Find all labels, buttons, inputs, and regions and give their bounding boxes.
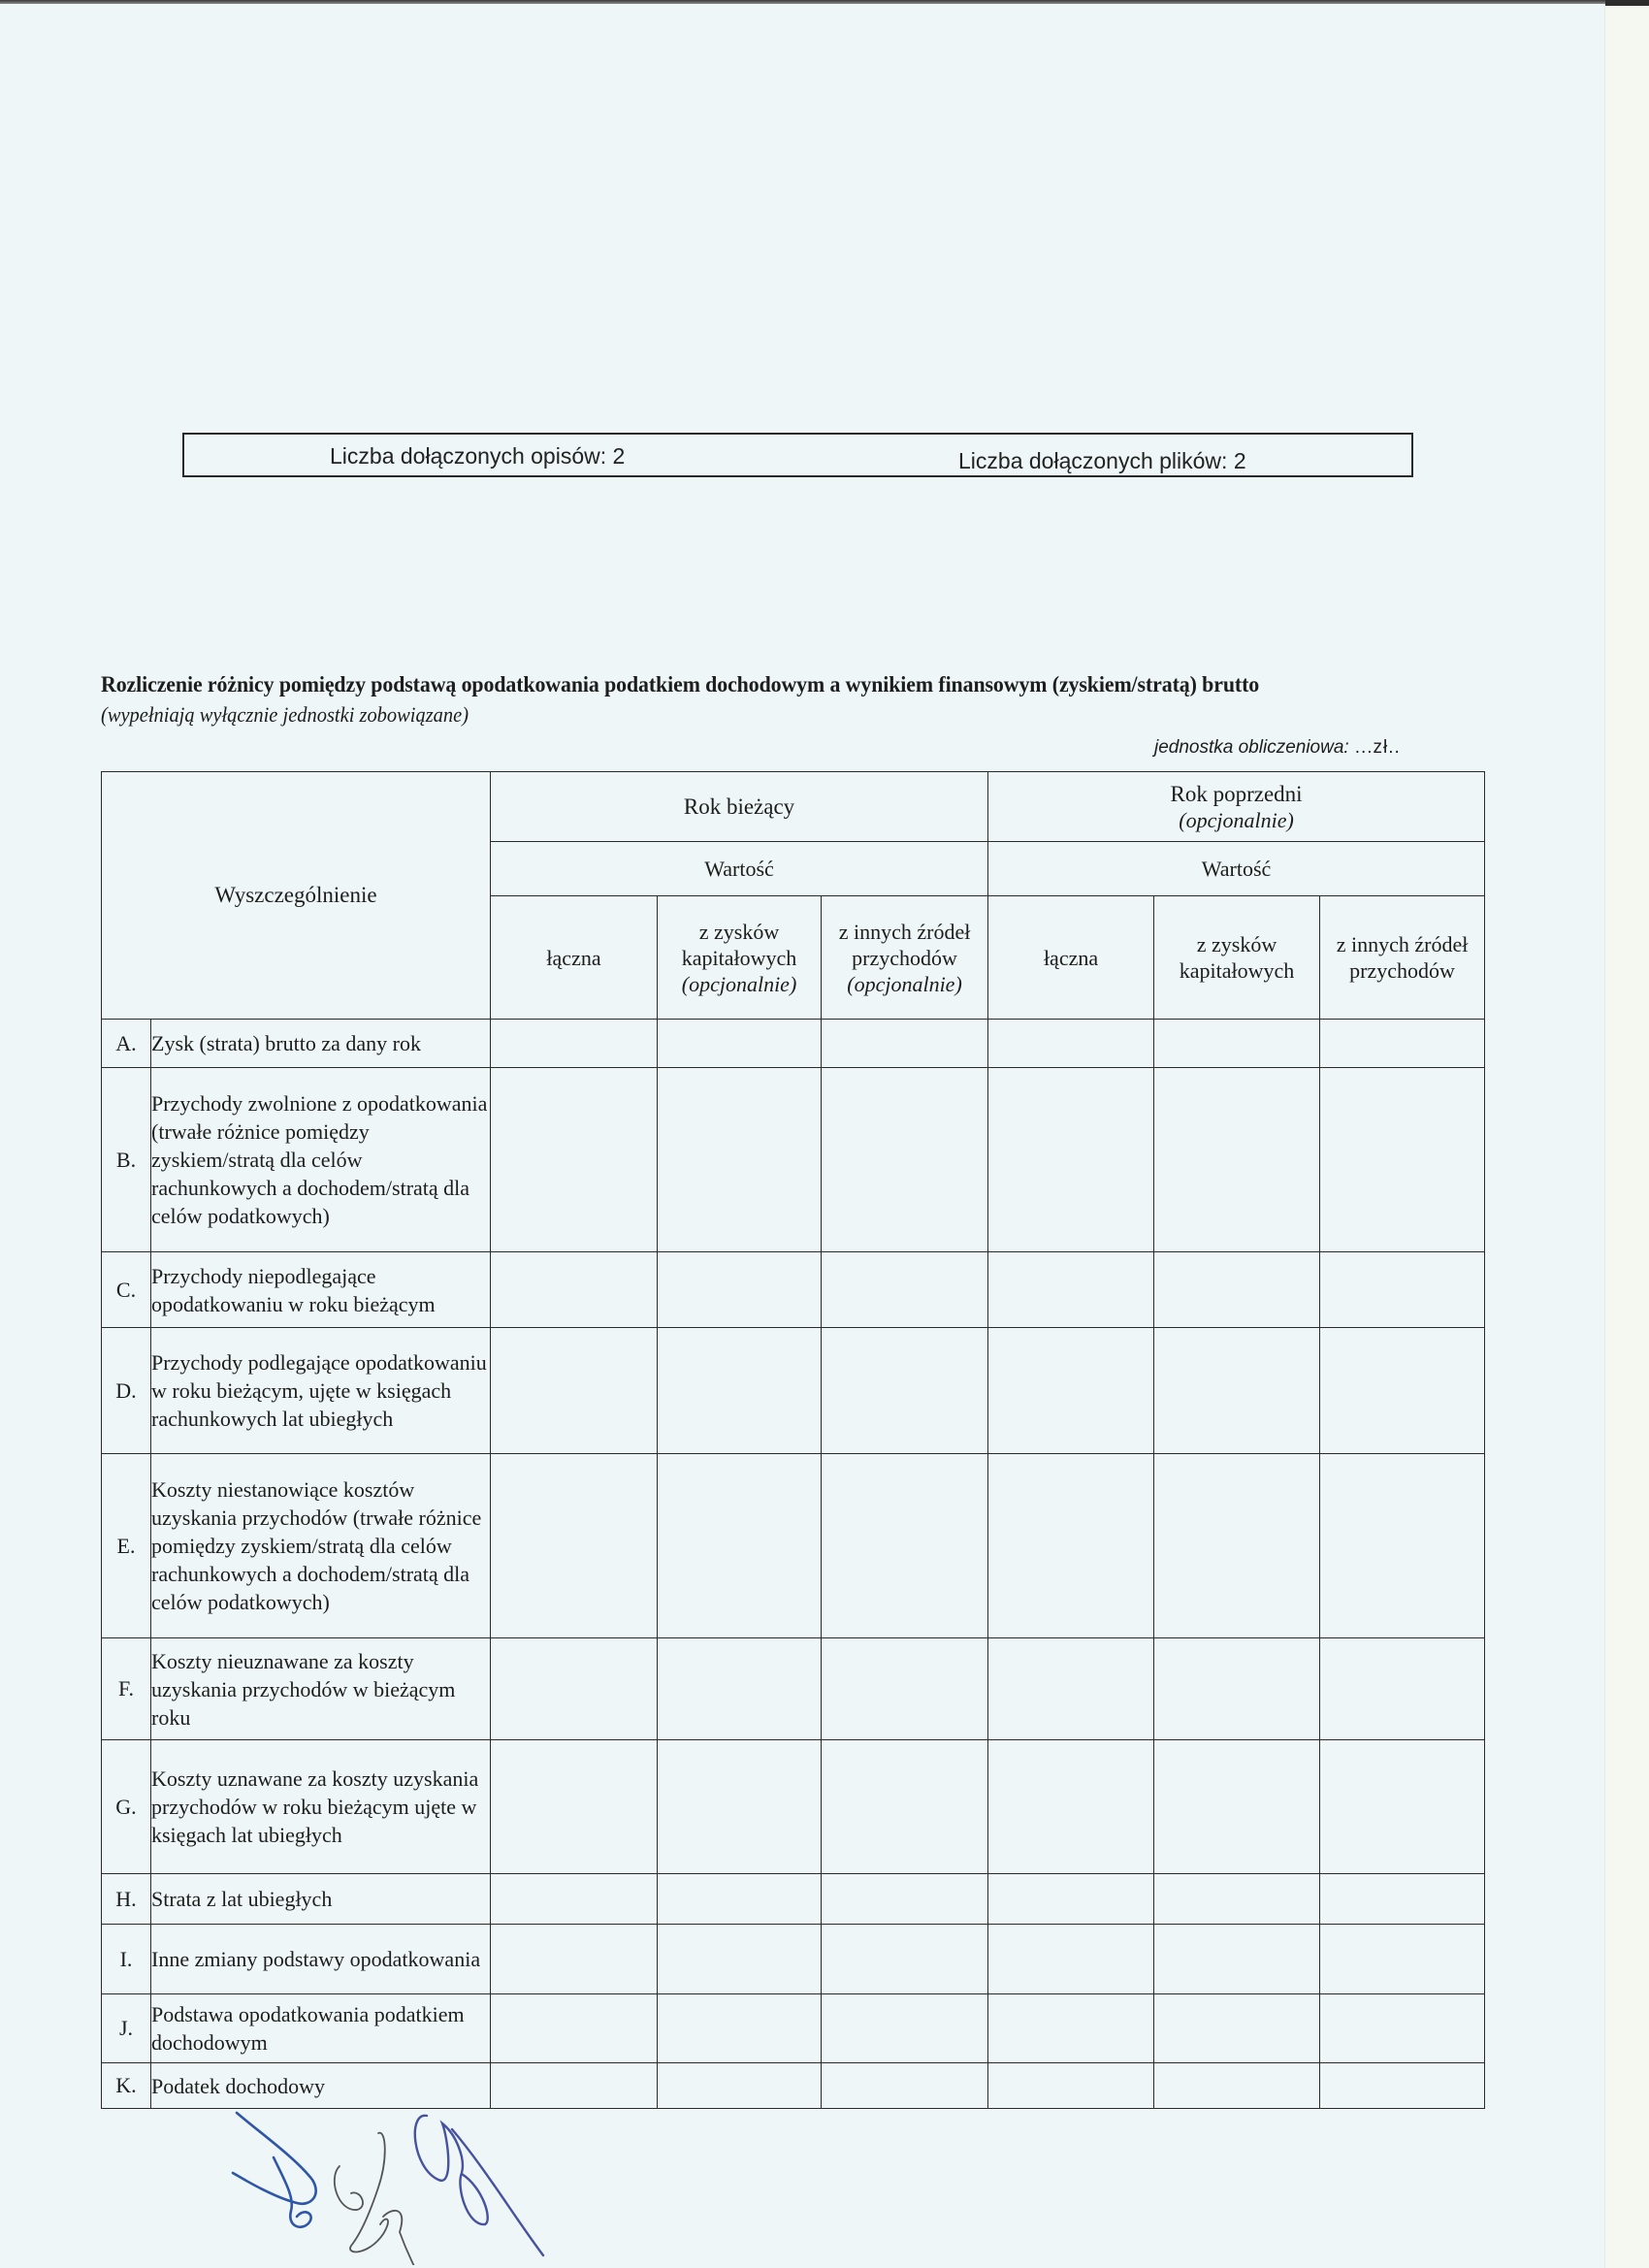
attached-files-count: Liczba dołączonych plików: 2	[958, 448, 1246, 473]
value-cell-current-total[interactable]	[491, 1994, 658, 2063]
unit-value: ...zł..	[1354, 737, 1401, 758]
value-cell-current-capital[interactable]	[658, 1925, 822, 1994]
row-description: Koszty nieuznawane za koszty uzyskania przychodów w bieżącym roku	[151, 1638, 491, 1740]
value-cell-current-other[interactable]	[822, 1020, 988, 1068]
calculation-unit	[1154, 737, 1401, 759]
row-letter: A.	[102, 1020, 151, 1068]
value-cell-current-total[interactable]	[491, 1874, 658, 1925]
header-description: Wyszczególnienie	[102, 772, 491, 1020]
table-body	[102, 1020, 1485, 2109]
value-cell-current-capital[interactable]	[658, 1068, 822, 1252]
row-description: Zysk (strata) brutto za dany rok	[151, 1020, 491, 1068]
attached-descriptions-count: Liczba dołączonych opisów: 2	[330, 443, 626, 469]
value-cell-previous-capital[interactable]	[1154, 1328, 1320, 1454]
value-cell-previous-capital[interactable]	[1154, 1020, 1320, 1068]
value-cell-current-total[interactable]	[491, 1740, 658, 1874]
value-cell-previous-capital[interactable]	[1154, 2063, 1320, 2109]
row-letter: I.	[102, 1925, 151, 1994]
scan-edge-top	[0, 0, 1649, 4]
table-row	[102, 1638, 1485, 1740]
value-cell-current-capital[interactable]	[658, 1740, 822, 1874]
column-label: z innych źródeł przychodów	[1336, 932, 1469, 983]
value-cell-previous-other[interactable]	[1320, 1068, 1485, 1252]
header-current-year	[491, 772, 988, 842]
handwritten-signature	[223, 2110, 553, 2265]
column-label: łączna	[1043, 945, 1099, 970]
header-previous-capital	[1154, 896, 1320, 1020]
signature-stroke-flourish	[415, 2116, 543, 2255]
header-previous-value: Wartość	[988, 842, 1485, 896]
attachments-box	[182, 433, 1413, 477]
current-year-title: Rok bieżący	[683, 794, 795, 819]
value-cell-previous-total[interactable]	[988, 1638, 1154, 1740]
scan-edge-corner	[1605, 0, 1649, 6]
value-cell-previous-capital[interactable]	[1154, 1925, 1320, 1994]
table-row	[102, 1925, 1485, 1994]
value-cell-current-other[interactable]	[822, 1874, 988, 1925]
value-cell-previous-other[interactable]	[1320, 2063, 1485, 2109]
row-description: Podatek dochodowy	[151, 2063, 491, 2109]
signature-stroke-initial	[233, 2113, 316, 2227]
value-cell-previous-other[interactable]	[1320, 1020, 1485, 1068]
value-cell-previous-other[interactable]	[1320, 1994, 1485, 2063]
column-label: z innych źródeł przychodów	[838, 919, 971, 970]
row-letter: F.	[102, 1638, 151, 1740]
value-cell-previous-total[interactable]	[988, 1020, 1154, 1068]
header-previous-other	[1320, 896, 1485, 1020]
value-cell-previous-other[interactable]	[1320, 1925, 1485, 1994]
value-cell-previous-other[interactable]	[1320, 1740, 1485, 1874]
value-cell-current-total[interactable]	[491, 2063, 658, 2109]
value-cell-previous-capital[interactable]	[1154, 1068, 1320, 1252]
value-cell-current-other[interactable]	[822, 1638, 988, 1740]
header-current-value: Wartość	[491, 842, 988, 896]
value-cell-current-other[interactable]	[822, 1454, 988, 1638]
column-label: łączna	[546, 945, 601, 970]
reconciliation-table	[101, 771, 1485, 2109]
value-cell-previous-capital[interactable]	[1154, 1874, 1320, 1925]
value-cell-current-other[interactable]	[822, 1328, 988, 1454]
value-cell-current-total[interactable]	[491, 1454, 658, 1638]
value-cell-current-capital[interactable]	[658, 1252, 822, 1328]
value-cell-previous-total[interactable]	[988, 1925, 1154, 1994]
value-cell-previous-total[interactable]	[988, 1994, 1154, 2063]
row-letter: G.	[102, 1740, 151, 1874]
scan-edge-right	[1604, 4, 1649, 2268]
value-cell-current-other[interactable]	[822, 1740, 988, 1874]
value-cell-current-total[interactable]	[491, 1252, 658, 1328]
row-description: Koszty niestanowiące kosztów uzyskania przychodów (trwałe różnice pomiędzy zyskiem/stratą dla celów rachunkowych a dochodem/stratą dla celów podatkowych)	[151, 1454, 491, 1638]
header-current-other	[822, 896, 988, 1020]
header-current-total	[491, 896, 658, 1020]
table-row	[102, 1328, 1485, 1454]
value-cell-previous-total[interactable]	[988, 1740, 1154, 1874]
value-cell-previous-capital[interactable]	[1154, 1994, 1320, 2063]
table-row	[102, 1068, 1485, 1252]
value-cell-current-capital[interactable]	[658, 2063, 822, 2109]
section-title: Rozliczenie różnicy pomiędzy podstawą opodatkowania podatkiem dochodowym a wynikiem finansowym (zyskiem/stratą) brutto	[101, 672, 1260, 697]
value-cell-current-total[interactable]	[491, 1328, 658, 1454]
value-cell-previous-total[interactable]	[988, 1328, 1154, 1454]
row-letter: D.	[102, 1328, 151, 1454]
value-cell-previous-total[interactable]	[988, 1068, 1154, 1252]
value-cell-previous-other[interactable]	[1320, 1638, 1485, 1740]
table-row	[102, 2063, 1485, 2109]
table-row	[102, 1020, 1485, 1068]
column-label: z zysków kapitałowych	[681, 919, 797, 970]
table-row	[102, 1874, 1485, 1925]
value-cell-previous-capital[interactable]	[1154, 1454, 1320, 1638]
previous-year-title: Rok poprzedni	[1170, 781, 1303, 806]
section-subtitle: (wypełniają wyłącznie jednostki zobowiązane)	[101, 702, 469, 727]
header-current-capital	[658, 896, 822, 1020]
table-row	[102, 1740, 1485, 1874]
row-description: Koszty uznawane za koszty uzyskania przychodów w roku bieżącym ujęte w księgach lat ubiegłych	[151, 1740, 491, 1874]
value-cell-current-total[interactable]	[491, 1068, 658, 1252]
column-note: (opcjonalnie)	[847, 971, 962, 996]
value-cell-current-total[interactable]	[491, 1020, 658, 1068]
row-letter: H.	[102, 1874, 151, 1925]
row-letter: E.	[102, 1454, 151, 1638]
value-cell-current-capital[interactable]	[658, 1638, 822, 1740]
value-cell-current-capital[interactable]	[658, 1020, 822, 1068]
value-cell-current-other[interactable]	[822, 1994, 988, 2063]
value-cell-previous-other[interactable]	[1320, 1328, 1485, 1454]
value-cell-previous-total[interactable]	[988, 1874, 1154, 1925]
value-cell-previous-total[interactable]	[988, 1252, 1154, 1328]
value-cell-previous-capital[interactable]	[1154, 1252, 1320, 1328]
row-description: Strata z lat ubiegłych	[151, 1874, 491, 1925]
row-description: Podstawa opodatkowania podatkiem dochodowym	[151, 1994, 491, 2063]
value-cell-previous-total[interactable]	[988, 1454, 1154, 1638]
row-description: Przychody zwolnione z opodatkowania (trwałe różnice pomiędzy zyskiem/stratą dla celów rachunkowych a dochodem/stratą dla celów podatkowych)	[151, 1068, 491, 1252]
value-cell-previous-other[interactable]	[1320, 1252, 1485, 1328]
value-cell-current-capital[interactable]	[658, 1874, 822, 1925]
value-cell-current-other[interactable]	[822, 1925, 988, 1994]
row-letter: K.	[102, 2063, 151, 2109]
row-letter: J.	[102, 1994, 151, 2063]
value-cell-previous-capital[interactable]	[1154, 1638, 1320, 1740]
value-cell-previous-total[interactable]	[988, 2063, 1154, 2109]
header-previous-year	[988, 772, 1485, 842]
value-cell-current-total[interactable]	[491, 1925, 658, 1994]
row-description: Przychody niepodlegające opodatkowaniu w roku bieżącym	[151, 1252, 491, 1328]
value-cell-current-capital[interactable]	[658, 1994, 822, 2063]
table-row	[102, 1454, 1485, 1638]
row-letter: B.	[102, 1068, 151, 1252]
row-letter: C.	[102, 1252, 151, 1328]
value-cell-current-total[interactable]	[491, 1638, 658, 1740]
signature-stroke-name	[335, 2133, 423, 2265]
value-cell-current-other[interactable]	[822, 1252, 988, 1328]
table-row	[102, 1252, 1485, 1328]
row-description: Inne zmiany podstawy opodatkowania	[151, 1925, 491, 1994]
value-cell-previous-other[interactable]	[1320, 1874, 1485, 1925]
previous-year-note: (opcjonalnie)	[1179, 807, 1294, 832]
value-cell-current-other[interactable]	[822, 2063, 988, 2109]
value-cell-current-capital[interactable]	[658, 1454, 822, 1638]
value-cell-previous-other[interactable]	[1320, 1454, 1485, 1638]
row-description: Przychody podlegające opodatkowaniu w roku bieżącym, ujęte w księgach rachunkowych lat ubiegłych	[151, 1328, 491, 1454]
header-previous-total	[988, 896, 1154, 1020]
value-cell-current-other[interactable]	[822, 1068, 988, 1252]
value-cell-previous-capital[interactable]	[1154, 1740, 1320, 1874]
unit-label: jednostka obliczeniowa:	[1154, 737, 1349, 758]
column-note: (opcjonalnie)	[681, 971, 797, 996]
column-label: z zysków kapitałowych	[1179, 932, 1295, 983]
table-row	[102, 1994, 1485, 2063]
value-cell-current-capital[interactable]	[658, 1328, 822, 1454]
